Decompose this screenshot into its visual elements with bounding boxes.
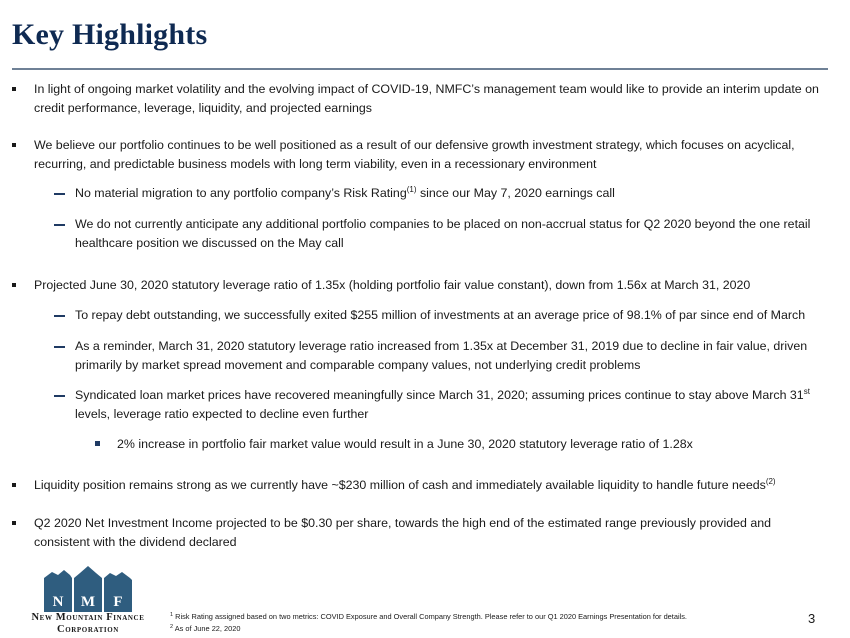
bullet-text: To repay debt outstanding, we successfully exited $255 million of investments at an average price of 98.1% of par since end of March: [75, 308, 806, 322]
bullet-leverage-ratio: [34, 276, 824, 295]
bullet-text: 2% increase in portfolio fair market value would result in a June 30, 2020 statutory leverage ratio of 1.28x: [117, 437, 693, 451]
mountain-logo-icon: [42, 566, 134, 612]
footnote-text: As of June 22, 2020: [174, 624, 241, 633]
dash-bullet-icon: [54, 315, 65, 317]
bullet-text: In light of ongoing market volatility and the evolving impact of COVID-19, NMFC’s management team would like to provide an interim update on credit performance, leverage, liquidity, and projected earnings: [34, 82, 819, 115]
company-name-line1: New Mountain Finance: [31, 612, 145, 623]
bullet-text: Projected June 30, 2020 statutory leverage ratio of 1.35x (holding portfolio fair value constant), down from 1.56x at March 31, 2020: [34, 278, 751, 292]
footnote-number: 2: [170, 624, 174, 630]
sub-bullet-debt-repay: [75, 306, 835, 325]
bullet-net-investment-income: [34, 514, 824, 552]
square-bullet-icon: [12, 87, 16, 91]
dash-bullet-icon: [54, 224, 65, 226]
footnotes: [170, 611, 687, 635]
square-bullet-icon: [12, 143, 16, 147]
bullet-text: We do not currently anticipate any additional portfolio companies to be placed on non-accrual status for Q2 2020 beyond the one retail healthcare position we discussed on the May call: [75, 217, 811, 250]
sub-sub-bullet-fair-value: [117, 435, 817, 454]
bullet-covid-update: [34, 80, 824, 118]
sub-bullet-syndicated-loans: [75, 386, 835, 424]
ordinal-suffix: st: [803, 387, 810, 396]
logo-letter-n: N: [52, 594, 64, 610]
square-bullet-icon: [95, 441, 100, 446]
bullet-text: Syndicated loan market prices have recovered meaningfully since March 31, 2020; assuming prices continue to stay above March 31: [75, 388, 804, 402]
footnote-1: [170, 611, 687, 623]
bullet-text-tail: levels, leverage ratio expected to decline even further: [75, 407, 369, 421]
square-bullet-icon: [12, 483, 16, 487]
sub-bullet-non-accrual: [75, 215, 835, 253]
bullet-text: Q2 2020 Net Investment Income projected to be $0.30 per share, towards the high end of the estimated range previously provided and consistent with the dividend declared: [34, 516, 772, 549]
bullet-text: No material migration to any portfolio company’s Risk Rating: [75, 186, 407, 200]
page-number: 3: [808, 611, 816, 626]
company-name-line2: Corporation: [57, 624, 119, 635]
page-title: Key Highlights: [12, 18, 208, 51]
company-name: [8, 612, 168, 636]
bullet-text: As a reminder, March 31, 2020 statutory leverage ratio increased from 1.35x at December 31, 2019 due to decline in fair value, driven primarily by market spread movement and comparable company values, not underlying credit problems: [75, 339, 808, 372]
footnote-ref: (1): [406, 185, 417, 194]
footnote-2: [170, 623, 687, 635]
bullet-text: We believe our portfolio continues to be well positioned as a result of our defensive growth investment strategy, which focuses on acyclical, recurring, and predictable business models with long term viability, even in a recessionary environment: [34, 138, 795, 171]
bullet-portfolio-positioning: [34, 136, 824, 174]
logo-letter-m: M: [80, 594, 96, 610]
company-logo: [8, 566, 168, 638]
bullet-liquidity: [34, 476, 824, 495]
footnote-text: Risk Rating assigned based on two metrics: COVID Exposure and Overall Company Strength. Please refer to our Q1 2020 Earnings Presentation for details.: [175, 612, 687, 621]
dash-bullet-icon: [54, 395, 65, 397]
square-bullet-icon: [12, 521, 16, 525]
footnote-number: 1: [170, 612, 174, 618]
square-bullet-icon: [12, 283, 16, 287]
sub-bullet-reminder: [75, 337, 835, 375]
bullet-text-tail: since our May 7, 2020 earnings call: [416, 186, 615, 200]
title-divider: [12, 68, 828, 70]
footnote-ref: (2): [765, 477, 776, 486]
dash-bullet-icon: [54, 346, 65, 348]
sub-bullet-risk-rating: [75, 184, 835, 203]
bullet-text: Liquidity position remains strong as we currently have ~$230 million of cash and immediately available liquidity to handle future needs: [34, 478, 766, 492]
dash-bullet-icon: [54, 193, 65, 195]
logo-letter-f: F: [113, 594, 123, 610]
